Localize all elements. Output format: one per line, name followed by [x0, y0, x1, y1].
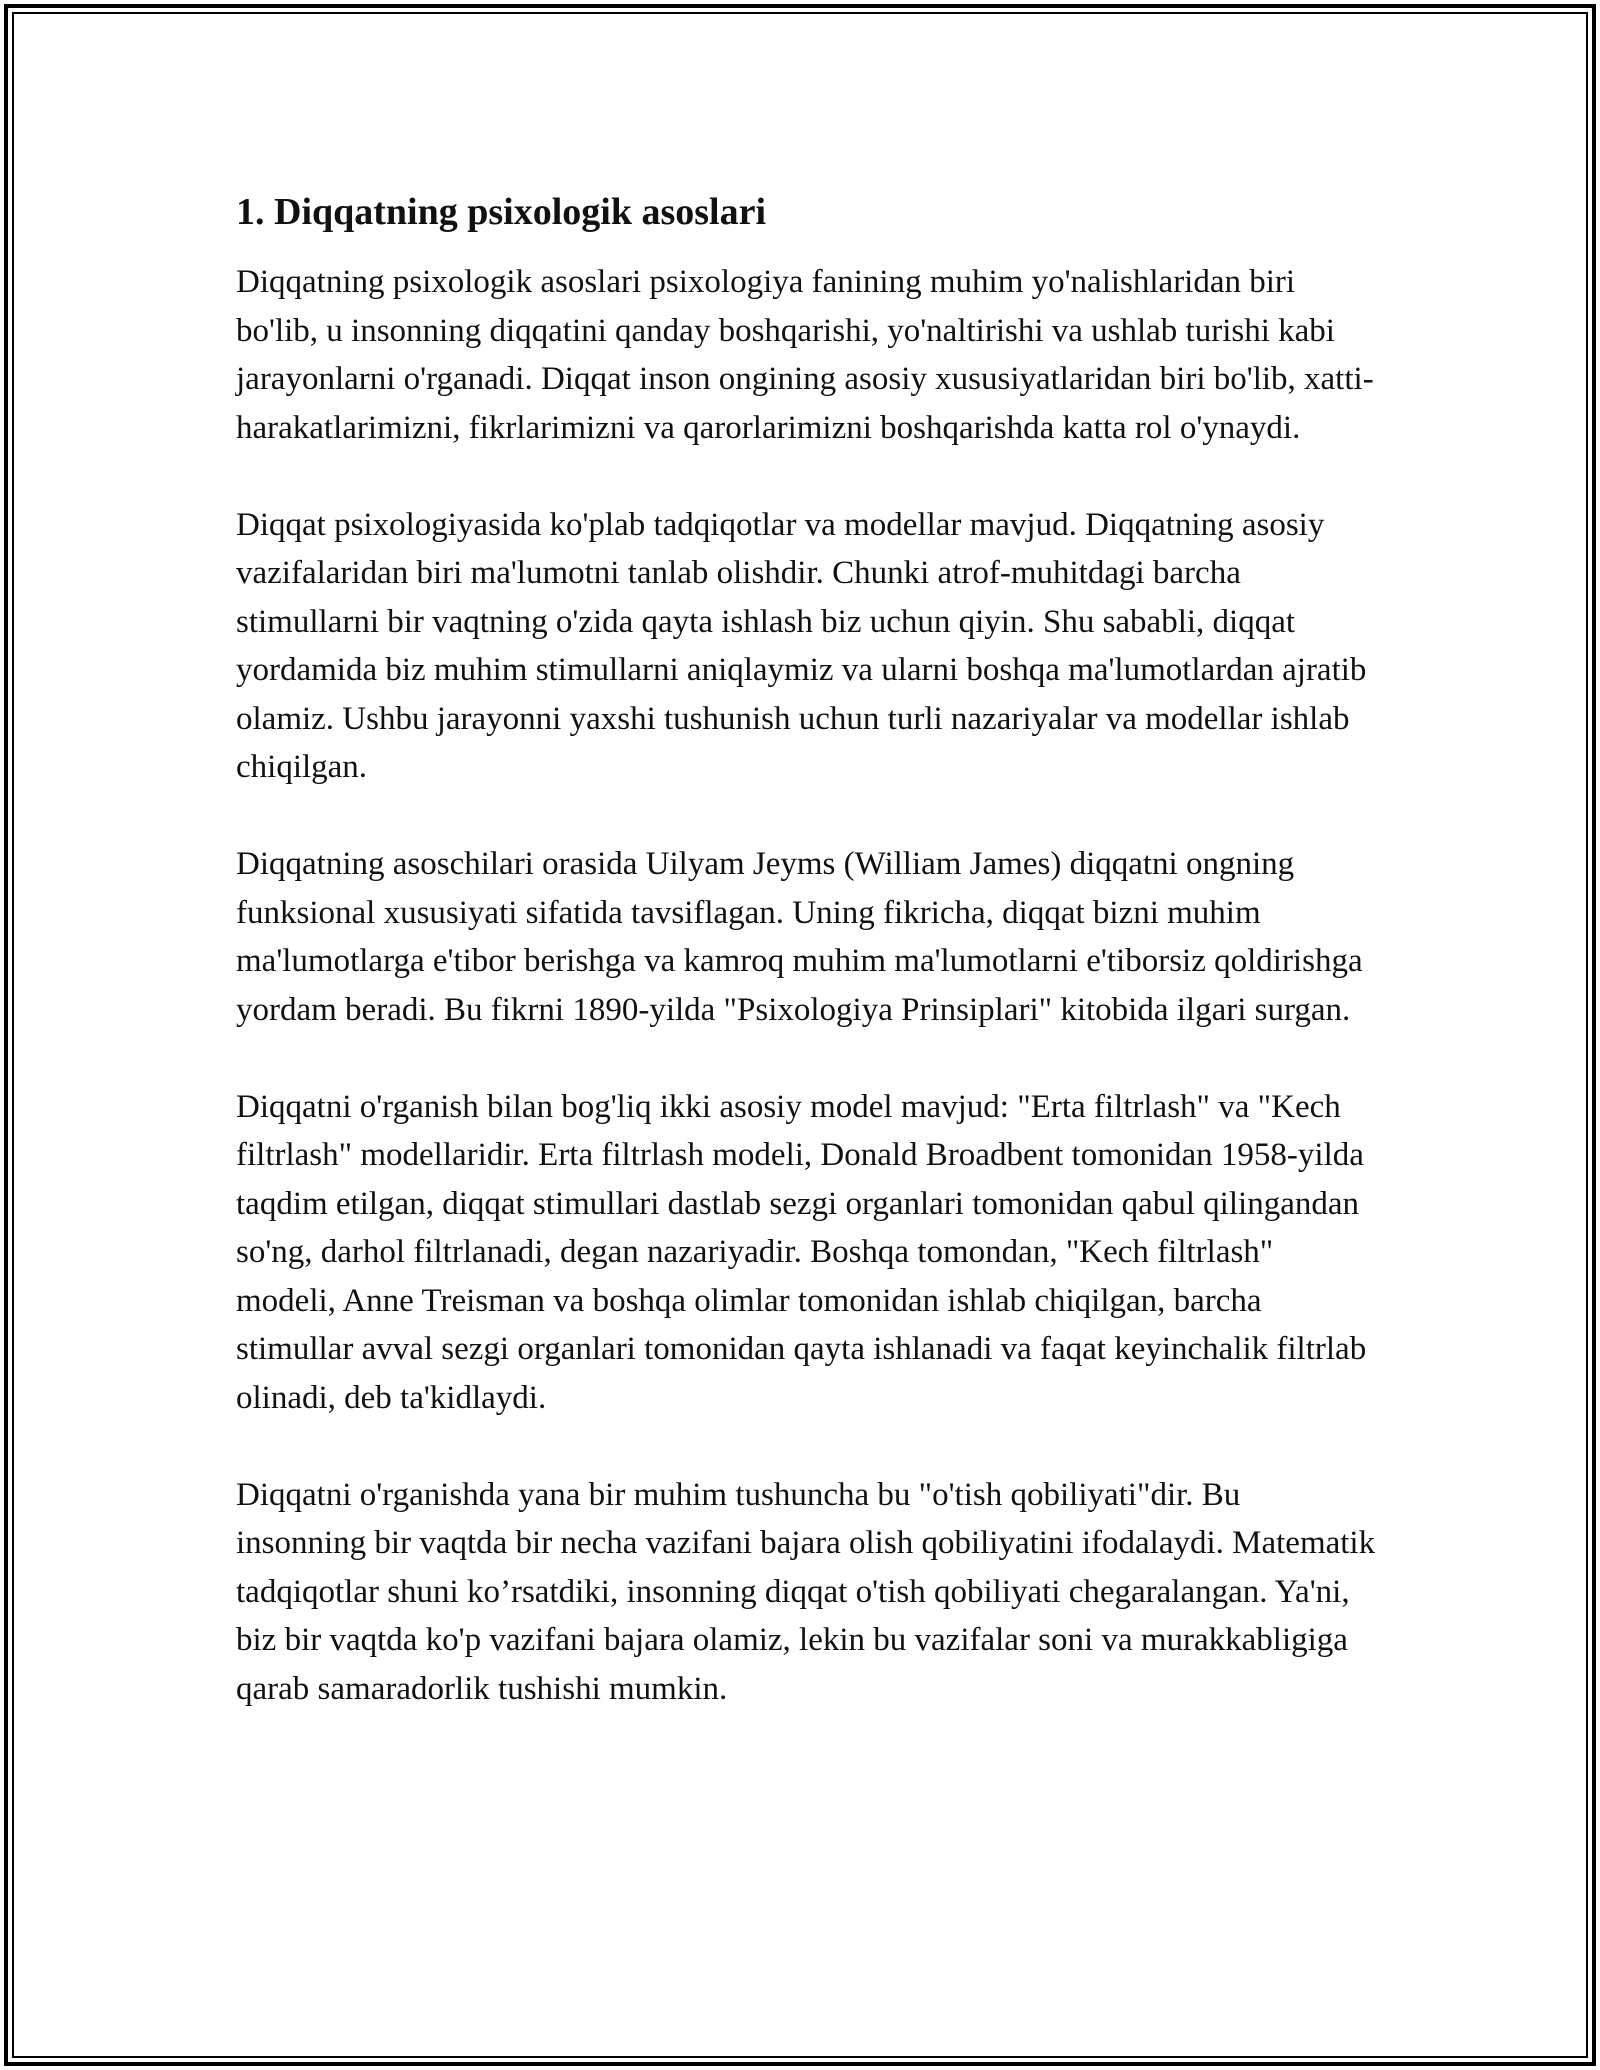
paragraph-1: Diqqatning psixologik asoslari psixologiya fanining muhim yo'nalishlaridan biri bo'lib, u insonning diqqatini qanday boshqarishi, yo'naltirishi va ushlab turishi kabi jarayonlarni o'rganadi. Diqqat inson ongining asosiy xususiyatlaridan biri bo'lib, xatti-harakatlarimizni, fikrlarimizni va qarorlarimizni boshqarishda katta rol o'ynaydi.	[236, 264, 1374, 446]
paragraph-4: Diqqatni o'rganish bilan bog'liq ikki asosiy model mavjud: "Erta filtrlash" va "Kech filtrlash" modellaridir. Erta filtrlash modeli, Donald Broadbent tomonidan 1958-yilda taqdim etilgan, diqqat stimullari dastlab sezgi organlari tomonidan qabul qilingandan so'ng, darhol filtrlanadi, degan nazariyadir. Boshqa tomondan, "Kech filtrlash" modeli, Anne Treisman va boshqa olimlar tomonidan ishlab chiqilgan, barcha stimullar avval sezgi organlari tomonidan qayta ishlanadi va faqat keyinchalik filtrlab olinadi, deb ta'kidlaydi.	[236, 1088, 1367, 1416]
page-title: 1. Diqqatning psixologik asoslari	[236, 191, 767, 233]
paragraph-3: Diqqatning asoschilari orasida Uilyam Jeyms (William James) diqqatni ongning funksional xususiyati sifatida tavsiflagan. Uning fikricha, diqqat bizni muhim ma'lumotlarga e'tibor berishga va kamroq muhim ma'lumotlarni e'tiborsiz qoldirishga yordam beradi. Bu fikrni 1890-yilda "Psixologiya Prinsiplari" kitobida ilgari surgan.	[236, 846, 1363, 1028]
paragraph-5: Diqqatni o'rganishda yana bir muhim tushuncha bu "o'tish qobiliyati"dir. Bu insonning bir vaqtda bir necha vazifani bajara olish qobiliyatini ifodalaydi. Matematik tadqiqotlar shuni ko’rsatdiki, insonning diqqat o'tish qobiliyati chegaralangan. Ya'ni, biz bir vaqtda ko'p vazifani bajara olamiz, lekin bu vazifalar soni va murakkabligiga qarab samaradorlik tushishi mumkin.	[236, 1476, 1376, 1707]
document-body	[236, 186, 1386, 1713]
paragraph-2: Diqqat psixologiyasida ko'plab tadqiqotlar va modellar mavjud. Diqqatning asosiy vazifalaridan biri ma'lumotni tanlab olishdir. Chunki atrof-muhitdagi barcha stimullarni bir vaqtning o'zida qayta ishlash biz uchun qiyin. Shu sababli, diqqat yordamida biz muhim stimullarni aniqlaymiz va ularni boshqa ma'lumotlardan ajratib olamiz. Ushbu jarayonni yaxshi tushunish uchun turli nazariyalar va modellar ishlab chiqilgan.	[236, 506, 1367, 785]
